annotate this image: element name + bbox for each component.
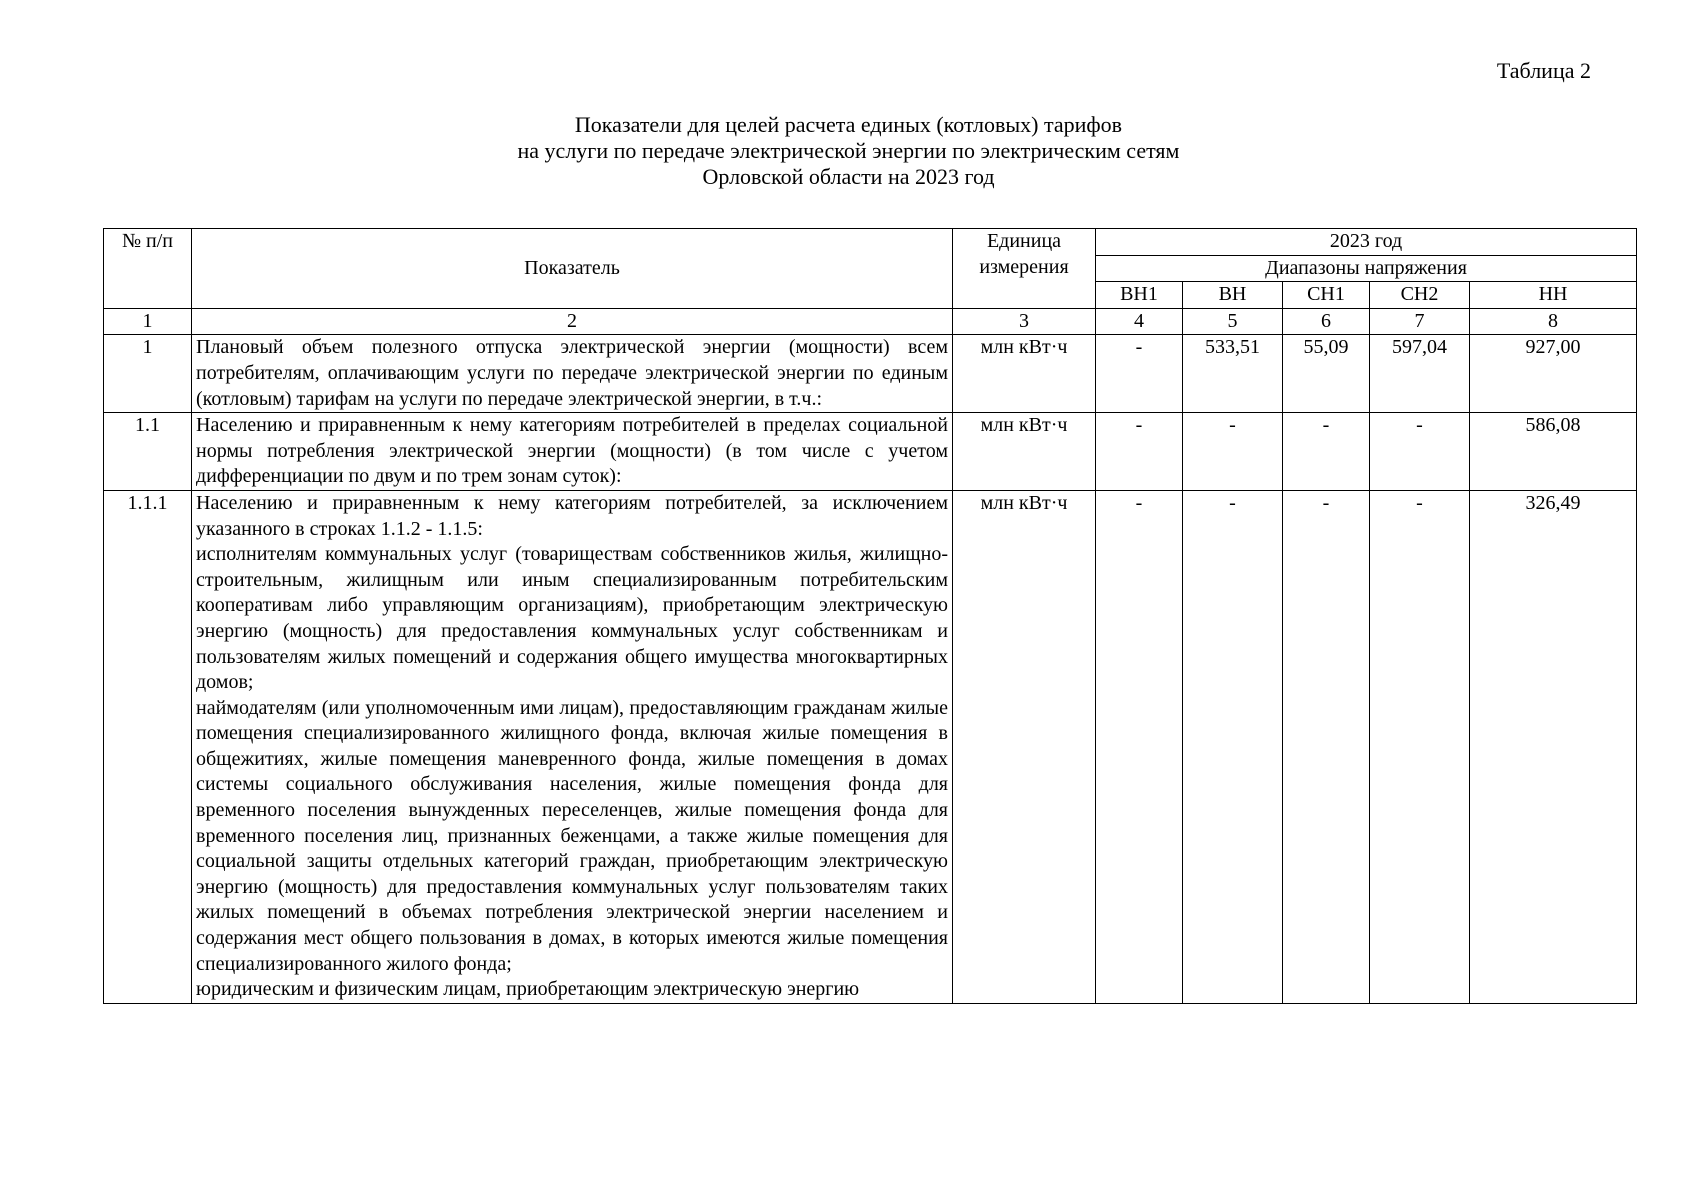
header-year: 2023 год <box>1096 229 1637 256</box>
title-line-1: Показатели для целей расчета единых (котловых) тарифов <box>574 112 1123 137</box>
table-label: Таблица 2 <box>1496 58 1591 83</box>
col-number: 8 <box>1470 308 1637 335</box>
row-num: 1.1.1 <box>104 490 192 1003</box>
value-vn: - <box>1183 413 1283 491</box>
value-vn1: - <box>1096 335 1183 413</box>
header-level-sn1: СН1 <box>1283 282 1370 309</box>
row-text: юридическим и физическим лицам, приобретающим электрическую энергию <box>196 978 860 1001</box>
row-text: Населению и приравненным к нему категориям потребителей, за исключением указанного в строках 1.1.2 - 1.1.5: <box>196 491 948 540</box>
row-num: 1.1 <box>104 413 192 491</box>
header-ranges: Диапазоны напряжения <box>1096 255 1637 282</box>
row-indicator <box>192 335 953 413</box>
value-nn: 927,00 <box>1470 335 1637 413</box>
header-level-nn: НН <box>1470 282 1637 309</box>
value-vn: - <box>1183 490 1283 1003</box>
header-indicator: Показатель <box>192 229 953 309</box>
header-level-vn: ВН <box>1183 282 1283 309</box>
col-number: 6 <box>1283 308 1370 335</box>
header-num: № п/п <box>104 229 192 309</box>
row-indicator <box>192 413 953 491</box>
row-text: наймодателям (или уполномоченным ими лицам), предоставляющим гражданам жилые помещения специализированного жилищного фонда, включая жилые помещения в общежитиях, жилые помещения маневренного фонда, жилые помещения в домах системы социального обслуживания населения, жилые помещения фонда для временного поселения вынужденных переселенцев, жилые помещения фонда для временного поселения лиц, признанных беженцами, а также жилые помещения для социальной защиты отдельных категорий граждан, приобретающим электрическую энергию (мощность) для предоставления коммунальных услуг пользователям таких жилых помещений в объемах потребления электрической энергии населением и содержания мест общего пользования в домах, в которых имеются жилые помещения специализированного жилого фонда; <box>196 696 948 975</box>
header-unit: Единица измерения <box>953 229 1096 309</box>
row-num: 1 <box>104 335 192 413</box>
title-line-3: Орловской области на 2023 год <box>702 164 995 189</box>
row-unit: млн кВт·ч <box>953 335 1096 413</box>
value-sn2: - <box>1370 490 1470 1003</box>
value-sn2: 597,04 <box>1370 335 1470 413</box>
row-unit: млн кВт·ч <box>953 490 1096 1003</box>
value-sn2: - <box>1370 413 1470 491</box>
row-unit: млн кВт·ч <box>953 413 1096 491</box>
col-number: 3 <box>953 308 1096 335</box>
col-number: 2 <box>192 308 953 335</box>
table-row <box>104 490 1637 1003</box>
value-vn1: - <box>1096 413 1183 491</box>
header-row-1 <box>104 229 1637 256</box>
value-sn1: - <box>1283 490 1370 1003</box>
col-number: 7 <box>1370 308 1470 335</box>
value-sn1: - <box>1283 413 1370 491</box>
indicators-table <box>103 228 1637 1004</box>
col-number: 5 <box>1183 308 1283 335</box>
col-number: 4 <box>1096 308 1183 335</box>
row-text: Населению и приравненным к нему категориям потребителей в пределах социальной нормы потребления электрической энергии (мощности) (в том числе с учетом дифференциации по двум и по трем зонам суток): <box>196 414 948 488</box>
col-number: 1 <box>104 308 192 335</box>
row-text: исполнителям коммунальных услуг (товариществам собственников жилья, жилищно-строительным, жилищным или иным специализированным потребительским кооперативам либо управляющим организациям), приобретающим электрическую энергию (мощность) для предоставления коммунальных услуг собственникам и пользователям жилых помещений и содержания общего имущества многоквартирных домов; <box>196 543 948 694</box>
row-indicator <box>192 490 953 1003</box>
row-text: Плановый объем полезного отпуска электрической энергии (мощности) всем потребителям, оплачивающим услуги по передаче электрической энергии по единым (котловым) тарифам на услуги по передаче электрической энергии, в т.ч.: <box>196 336 948 410</box>
document-title <box>0 112 1697 190</box>
table-row <box>104 335 1637 413</box>
value-vn1: - <box>1096 490 1183 1003</box>
value-vn: 533,51 <box>1183 335 1283 413</box>
table-row <box>104 413 1637 491</box>
header-level-sn2: СН2 <box>1370 282 1470 309</box>
header-level-vn1: ВН1 <box>1096 282 1183 309</box>
title-line-2: на услуги по передаче электрической энергии по электрическим сетям <box>517 138 1180 163</box>
value-nn: 586,08 <box>1470 413 1637 491</box>
value-nn: 326,49 <box>1470 490 1637 1003</box>
value-sn1: 55,09 <box>1283 335 1370 413</box>
column-number-row <box>104 308 1637 335</box>
